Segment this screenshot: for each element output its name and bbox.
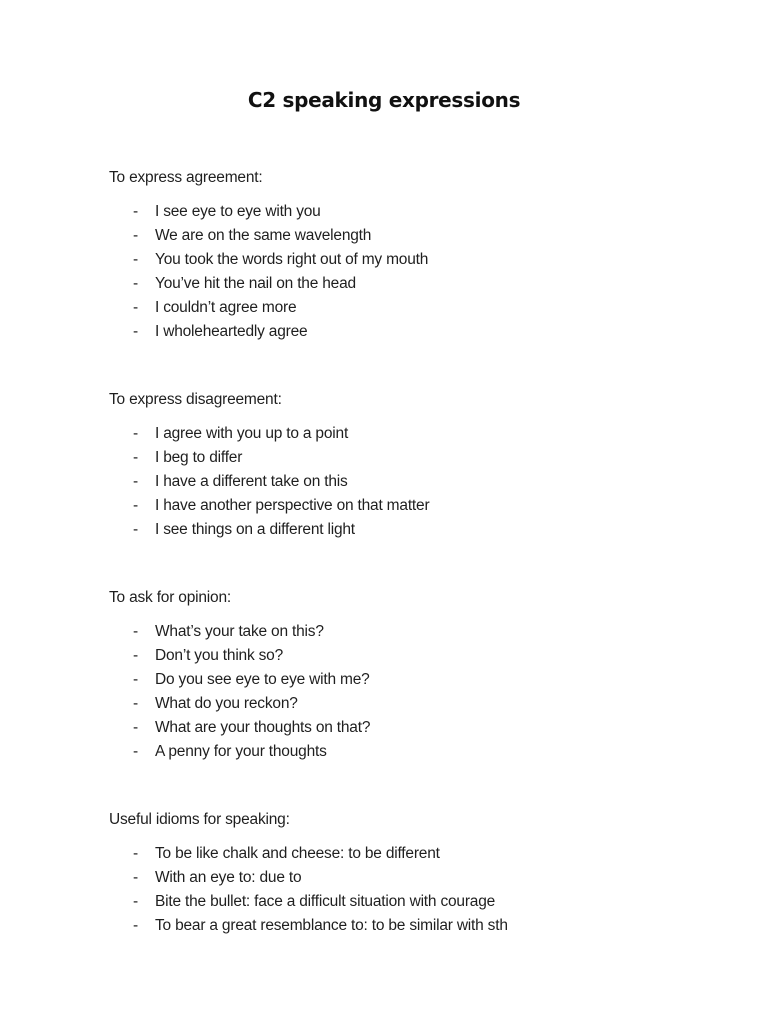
section-heading: Useful idioms for speaking: <box>109 811 290 828</box>
list-item-text: A penny for your thoughts <box>155 743 327 760</box>
list-item-text: What do you reckon? <box>155 695 298 712</box>
list-item-text: I have another perspective on that matter <box>155 497 430 514</box>
expression-list <box>109 200 709 344</box>
list-item <box>109 248 709 272</box>
list-item-text: With an eye to: due to <box>155 869 302 886</box>
list-item-text: Bite the bullet: face a difficult situation with courage <box>155 893 496 910</box>
list-item-text: Do you see eye to eye with me? <box>155 671 370 688</box>
bullet-dash: - <box>133 917 138 934</box>
bullet-dash: - <box>133 893 138 910</box>
bullet-dash: - <box>133 623 138 640</box>
list-item <box>109 716 709 740</box>
bullet-dash: - <box>133 521 138 538</box>
list-item-text: Don’t you think so? <box>155 647 284 664</box>
list-item <box>109 668 709 692</box>
list-item-text: You took the words right out of my mouth <box>155 251 429 268</box>
list-item <box>109 224 709 248</box>
section-disagreement <box>109 390 709 542</box>
expression-list <box>109 422 709 542</box>
list-item-text: I beg to differ <box>155 449 243 466</box>
list-item-text: What are your thoughts on that? <box>155 719 371 736</box>
list-item <box>109 890 709 914</box>
list-item-text: We are on the same wavelength <box>155 227 372 244</box>
list-item-text: To bear a great resemblance to: to be similar with sth <box>155 917 508 934</box>
list-item <box>109 740 709 764</box>
list-item-text: I couldn’t agree more <box>155 299 297 316</box>
list-item-text: You’ve hit the nail on the head <box>155 275 356 292</box>
list-item-text: What’s your take on this? <box>155 623 324 640</box>
list-item <box>109 446 709 470</box>
list-item <box>109 422 709 446</box>
bullet-dash: - <box>133 671 138 688</box>
bullet-dash: - <box>133 203 138 220</box>
bullet-dash: - <box>133 647 138 664</box>
bullet-dash: - <box>133 719 138 736</box>
list-item <box>109 644 709 668</box>
bullet-dash: - <box>133 299 138 316</box>
bullet-dash: - <box>133 275 138 292</box>
bullet-dash: - <box>133 323 138 340</box>
section-heading: To express disagreement: <box>109 391 282 408</box>
bullet-dash: - <box>133 743 138 760</box>
list-item <box>109 692 709 716</box>
list-item <box>109 620 709 644</box>
list-item <box>109 914 709 938</box>
bullet-dash: - <box>133 227 138 244</box>
bullet-dash: - <box>133 449 138 466</box>
list-item <box>109 272 709 296</box>
list-item <box>109 320 709 344</box>
section-agreement <box>109 168 709 344</box>
list-item <box>109 494 709 518</box>
bullet-dash: - <box>133 251 138 268</box>
list-item-text: I see things on a different light <box>155 521 355 538</box>
list-item-text: I agree with you up to a point <box>155 425 349 442</box>
section-heading: To ask for opinion: <box>109 589 231 606</box>
list-item-text: To be like chalk and cheese: to be different <box>155 845 440 862</box>
expression-list <box>109 620 709 764</box>
list-item-text: I see eye to eye with you <box>155 203 321 220</box>
bullet-dash: - <box>133 425 138 442</box>
bullet-dash: - <box>133 497 138 514</box>
list-item-text: I wholeheartedly agree <box>155 323 308 340</box>
expression-list <box>109 842 709 938</box>
bullet-dash: - <box>133 869 138 886</box>
bullet-dash: - <box>133 695 138 712</box>
list-item <box>109 842 709 866</box>
list-item <box>109 200 709 224</box>
section-useful-idioms <box>109 810 709 938</box>
list-item <box>109 296 709 320</box>
list-item <box>109 470 709 494</box>
section-ask-opinion <box>109 588 709 764</box>
section-heading: To express agreement: <box>109 169 263 186</box>
document-title: C2 speaking expressions <box>247 88 521 112</box>
list-item <box>109 518 709 542</box>
list-item <box>109 866 709 890</box>
bullet-dash: - <box>133 473 138 490</box>
bullet-dash: - <box>133 845 138 862</box>
list-item-text: I have a different take on this <box>155 473 348 490</box>
